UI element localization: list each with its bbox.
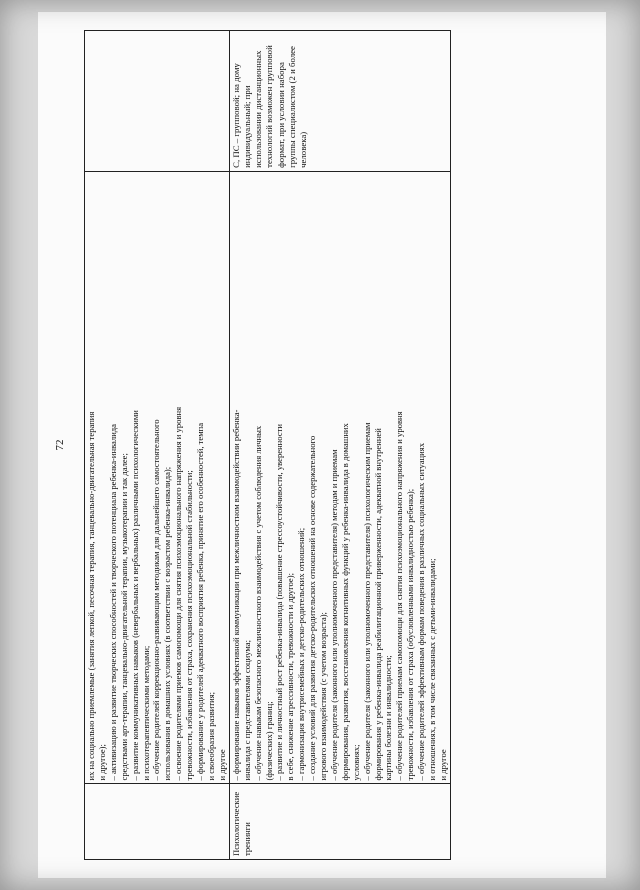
content-line: (физических) границ; (263, 701, 274, 781)
content-line: – формирование у родителей адекватного восприятия ребенка, принятие его особенностей, темпа (195, 422, 206, 781)
service-content-cell (85, 171, 230, 784)
content-line: и другое); (96, 744, 107, 781)
content-line: – формирование навыков эффективной коммуникации при межличностном взаимодействии ребенка- (230, 409, 241, 781)
table-row (85, 31, 230, 860)
content-line: их на социально приемлемые (занятия лепкой, песочная терапия, танцевально-двигательная терапия (86, 411, 96, 781)
content-line: использования в домашних условиях (в соответствии с возрастом ребенка-инвалида); (162, 466, 173, 781)
content-line: – обучение родителей приемам самопомощи для снятия психоэмоционального напряжения и уровня (394, 411, 405, 781)
service-form-cell (229, 31, 450, 172)
content-line: тревожности, избавления от страха, сохранения психоэмоциональной стабильности; (184, 470, 195, 781)
content-line: и психотерапевтическими методами; (140, 645, 151, 781)
content-line: и отношениях, в том числе связанных с детьми-инвалидами; (427, 558, 438, 781)
service-type-cell: Психологические тренинги (229, 784, 450, 860)
content-line: – обучение родителя (законного или уполномоченного представителя) методам и приемам (328, 449, 339, 781)
service-content-cell (229, 171, 450, 784)
content-line: – обучение родителей эффективным формам поведения в различных социальных ситуациях (416, 442, 427, 781)
page-number: 72 (54, 439, 66, 451)
content-line: и другое (216, 749, 227, 781)
content-line: формирования у ребенка-инвалида реабилитационной приверженности, адекватной внутренней (372, 428, 383, 781)
content-line: игрового взаимодействия (с учетом возраста); (318, 612, 329, 781)
content-line: – обучение родителей коррекционно-развивающим методикам для дальнейшего самостоятельного (151, 419, 162, 781)
service-type-cell (85, 784, 230, 860)
content-line: – обучение навыкам безопасного межличностного взаимодействия с учетом соблюдения личных (252, 425, 263, 781)
content-line: и своеобразия развития; (205, 691, 216, 781)
content-line: и другое (438, 749, 448, 781)
content-line: – обучение родителя (законного или уполномоченного представителя) психологическим приемам (361, 422, 372, 781)
content-line: формирования, развития, восстановления когнитивных функций у ребенка-инвалида в домашних (339, 423, 350, 781)
content-line: картины болезни и инвалидности; (383, 655, 394, 781)
document-page (38, 12, 606, 878)
content-line: – развитие коммуникативных навыков (невербальных и вербальных) различными психологическими (129, 410, 140, 781)
content-line: в себе, снижение агрессивности, тревожности и другое); (285, 573, 296, 781)
service-form-cell (85, 31, 230, 172)
content-line: – развитие и личностный рост ребенка-инвалида (повышение стрессоустойчивости, уверенности (274, 424, 285, 781)
content-line: инвалида с представителями социума; (241, 640, 252, 781)
table-row (229, 31, 450, 860)
content-line: – создание условий для развития детско-родительских отношений на основе содержательного (307, 435, 318, 781)
content-line: тревожности, избавления от страха (обусловленными инвалидностью ребенка); (405, 488, 416, 781)
rotated-content (38, 12, 606, 878)
content-line: средствами арт-терапии, танцевально-двигательной терапии, музыкотерапии и так далее; (118, 453, 129, 781)
content-line: – активизацию и развитие творческих способностей и творческого потенциала ребенка-инвалида (107, 424, 118, 781)
content-line: – освоение родителями приемов самопомощи для снятия психоэмоционального напряжения и уровня (173, 406, 184, 781)
content-line: условиях; (350, 744, 361, 781)
service-form-text: С, ПС – групповой; на дому индивидуальный; при использовании дистанционных технологий возможен групповой формат, при условии набора группы специалистом (2 и более человека) (230, 45, 308, 168)
content-line: – гармонизация внутрисемейных и детско-родительских отношений; (296, 527, 307, 781)
services-table (84, 30, 451, 860)
